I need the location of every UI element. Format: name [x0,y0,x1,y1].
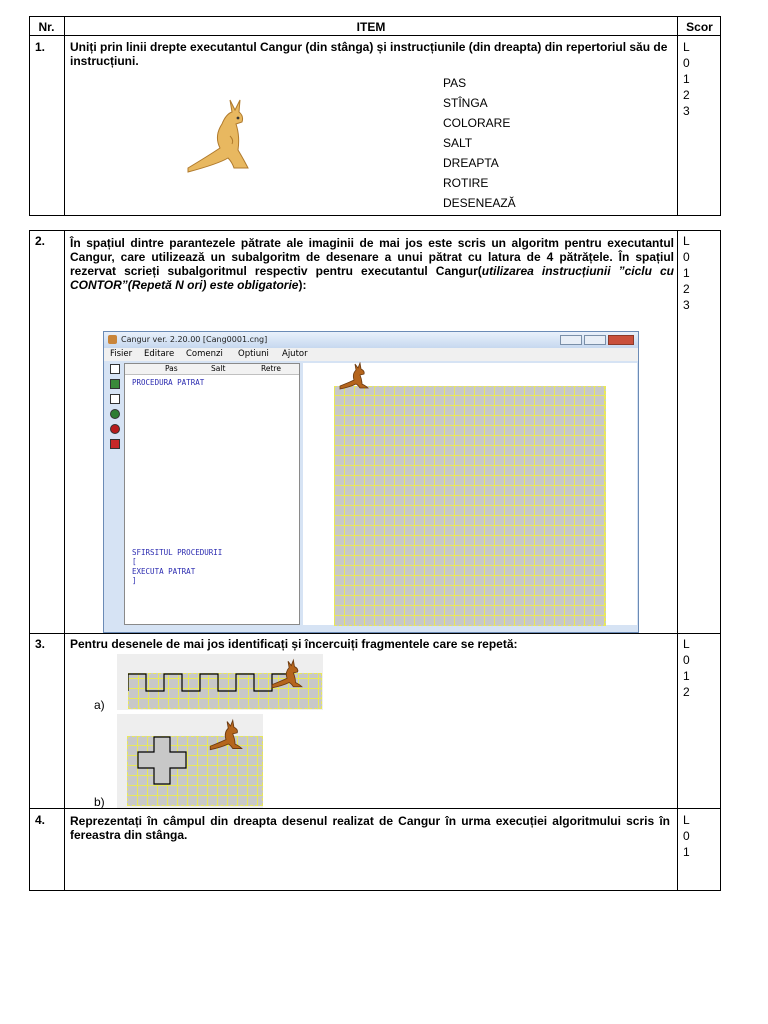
drawing-grid [334,386,606,626]
item-number: 3. [35,637,46,651]
row-divider [29,35,721,36]
menu-bar [104,348,638,361]
kangaroo-image [208,716,244,754]
figure-b-cross [137,736,191,786]
score-value: 1 [683,266,690,280]
score-label: L [683,813,690,827]
col-divider [64,16,65,216]
editor-header-retre: Retre [261,364,281,373]
window-titlebar [104,332,638,348]
editor-header [125,364,299,375]
figure-a-label: a) [94,698,105,712]
col-divider [677,230,678,891]
menu-editare[interactable]: Editare [144,349,175,359]
code-line: ] [132,576,137,585]
col-divider [677,16,678,216]
col-divider [64,230,65,891]
score-value: 2 [683,685,690,699]
item-text-emphasis: utilizarea instrucțiunii ”ciclu cu CONTOR”(Repetă N ori) este obligatorie [70,264,674,292]
menu-comenzi[interactable]: Comenzi [186,349,223,359]
score-value: 1 [683,669,690,683]
edit-icon[interactable] [110,394,120,404]
item-text-end: ): [298,278,307,292]
instruction-stinga: STÎNGA [443,96,488,110]
score-value: 0 [683,250,690,264]
item-number: 4. [35,813,46,827]
code-line: EXECUTA PATRAT [132,567,196,576]
instruction-rotire: ROTIRE [443,176,489,190]
item-text-plain: În spațiul dintre parantezele pătrate ale imaginii de mai jos este scris un algoritm pentru executantul Cangur, care utilizează un subalgoritm de desenare a unui pătrat cu latura de 4 pătrățele. În spațiul rezervat scrieți subalgoritmul respectiv pentru executantul Cangur( [70,236,674,278]
step-icon[interactable] [110,379,120,389]
code-line: PROCEDURA PATRAT [132,378,205,387]
row-divider [29,808,721,809]
kangaroo-image [178,96,250,176]
close-button[interactable] [608,335,634,345]
score-label: L [683,40,690,54]
figure-b-label: b) [94,795,105,809]
score-value: 0 [683,829,690,843]
score-value: 2 [683,282,690,296]
exit-icon[interactable] [110,439,120,449]
instruction-dreapta: DREAPTA [443,156,499,170]
score-label: L [683,234,690,248]
score-value: 0 [683,56,690,70]
play-icon[interactable] [110,409,120,419]
item-text: Uniți prin linii drepte executantul Cangur (din stânga) și instrucțiunile (din dreapta) din repertoriul său de instrucțiuni. [70,40,668,68]
instruction-pas: PAS [443,76,467,90]
maximize-button[interactable] [584,335,606,345]
score-label: L [683,637,690,651]
stop-icon[interactable] [110,424,120,434]
score-value: 1 [683,845,690,859]
minimize-button[interactable] [560,335,582,345]
score-value: 3 [683,104,690,118]
item-text: Pentru desenele de mai jos identificați și încercuiți fragmentele care se repetă: [70,637,518,651]
score-value: 3 [683,298,690,312]
window-title: Cangur ver. 2.20.00 [Cang0001.cng] [121,335,268,344]
item-text: Reprezentați în câmpul din dreapta desenul realizat de Cangur în urma execuției algoritmului scris în fereastra din stânga. [70,814,670,842]
figure-a-path [128,672,288,692]
header-item: ITEM [356,20,386,34]
instruction-deseneaza: DESENEAZĂ [443,196,516,210]
kangaroo-cursor [338,362,370,390]
app-icon [108,335,117,344]
score-value: 0 [683,653,690,667]
code-line: [ [132,557,137,566]
editor-header-pas: Pas [165,364,178,373]
menu-optiuni[interactable]: Optiuni [238,349,269,359]
header-scor: Scor [686,20,713,34]
instruction-salt: SALT [443,136,473,150]
item-text [70,236,674,292]
menu-fisier[interactable]: Fisier [110,349,133,359]
item-number: 2. [35,234,46,248]
menu-ajutor[interactable]: Ajutor [282,349,308,359]
kangaroo-image [270,656,304,692]
run-icon[interactable] [110,364,120,374]
row-divider [29,633,721,634]
code-editor[interactable] [124,363,300,625]
score-value: 1 [683,72,690,86]
header-nr: Nr. [38,20,55,34]
item-number: 1. [35,40,46,54]
instruction-colorare: COLORARE [443,116,511,130]
code-line: SFIRSITUL PROCEDURII [132,548,223,557]
score-value: 2 [683,88,690,102]
editor-header-salt: Salt [211,364,226,373]
